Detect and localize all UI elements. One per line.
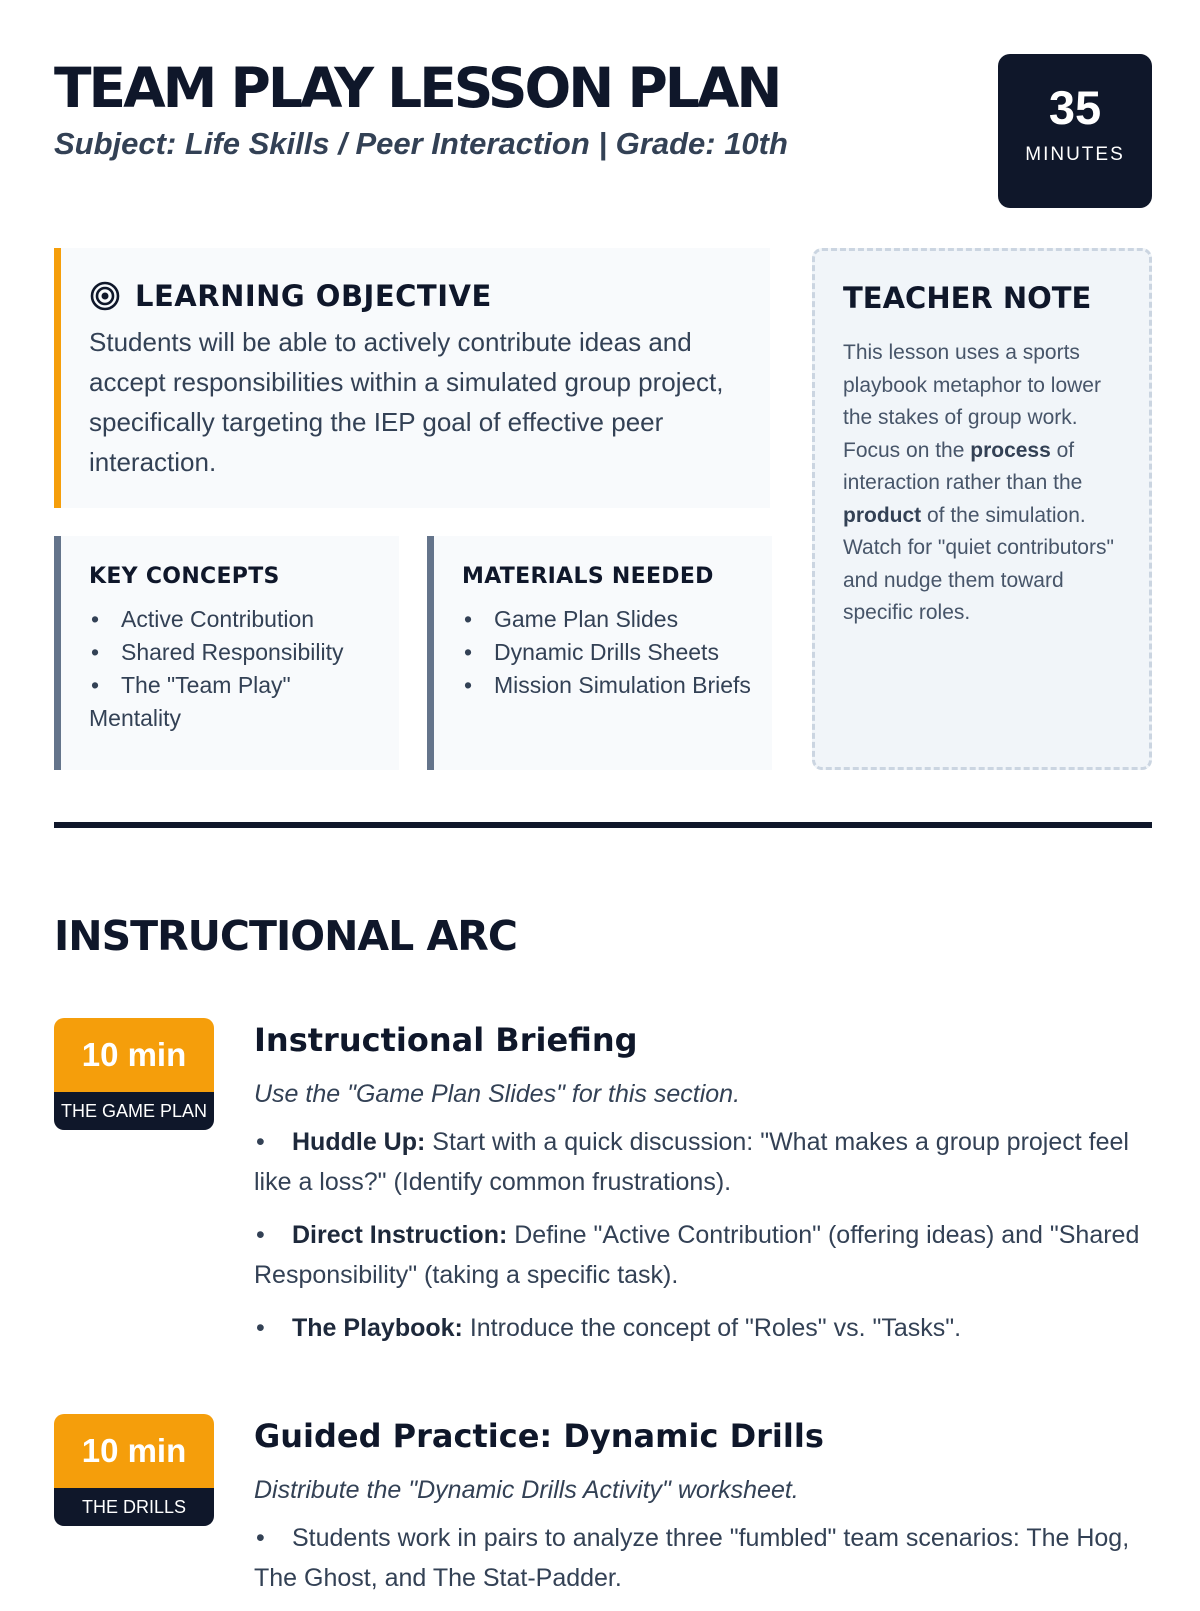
objective-heading: LEARNING OBJECTIVE bbox=[135, 279, 492, 313]
phase-title: Instructional Briefing bbox=[254, 1021, 638, 1059]
phase-intro: Distribute the "Dynamic Drills Activity" worksheet. bbox=[254, 1476, 799, 1504]
phase-intro: Use the "Game Plan Slides" for this section. bbox=[254, 1080, 741, 1108]
bullet-icon: • bbox=[256, 1128, 265, 1156]
target-icon bbox=[89, 280, 121, 312]
bullet-icon: • bbox=[91, 672, 100, 698]
bullet-icon: • bbox=[256, 1314, 265, 1342]
phase-duration: 10 min bbox=[54, 1414, 214, 1488]
phase-bullets bbox=[254, 1518, 1152, 1598]
list-item: • Active Contribution bbox=[89, 603, 379, 636]
duration-unit: MINUTES bbox=[1025, 144, 1125, 165]
materials-heading: MATERIALS NEEDED bbox=[462, 564, 714, 589]
learning-objective-panel bbox=[54, 248, 770, 508]
bullet-icon: • bbox=[91, 639, 100, 665]
list-item: • Huddle Up: Start with a quick discussion: "What makes a group project feel like a loss?" (Identify common frustrations). bbox=[254, 1122, 1152, 1202]
bullet-icon: • bbox=[256, 1221, 265, 1249]
duration-badge bbox=[998, 54, 1152, 208]
list-item: • Shared Responsibility bbox=[89, 636, 379, 669]
phase-time-badge bbox=[54, 1018, 214, 1130]
teacher-note-heading: TEACHER NOTE bbox=[843, 281, 1092, 315]
bullet-icon: • bbox=[464, 639, 473, 665]
phase-content bbox=[254, 1018, 1152, 1361]
phase-content bbox=[254, 1414, 1152, 1611]
list-item: • Direct Instruction: Define "Active Contribution" (offering ideas) and "Shared Responsibility" (taking a specific task). bbox=[254, 1215, 1152, 1295]
list-item: • Students work in pairs to analyze three "fumbled" team scenarios: The Hog, The Ghost, and The Stat-Padder. bbox=[254, 1518, 1152, 1598]
list-item: • Mission Simulation Briefs bbox=[462, 669, 752, 702]
materials-list bbox=[462, 603, 752, 702]
section-divider bbox=[54, 822, 1152, 828]
key-concepts-list bbox=[89, 603, 379, 735]
list-item: • Dynamic Drills Sheets bbox=[462, 636, 752, 669]
phase-title: Guided Practice: Dynamic Drills bbox=[254, 1417, 824, 1455]
materials-card bbox=[427, 536, 772, 770]
emphasis-product: product bbox=[843, 503, 922, 527]
teacher-note-text: This lesson uses a sports playbook metaphor to lower the stakes of group work. Focus on the process of interaction rather than the product of the simulation. Watch for "quiet contributors" and nudge them toward specific roles. bbox=[843, 341, 1114, 624]
list-item: • The Playbook: Introduce the concept of "Roles" vs. "Tasks". bbox=[254, 1308, 1152, 1348]
phase-time-badge bbox=[54, 1414, 214, 1526]
page-title: TEAM PLAY LESSON PLAN bbox=[54, 56, 780, 120]
instructional-arc-title: INSTRUCTIONAL ARC bbox=[54, 912, 517, 960]
bullet-icon: • bbox=[464, 672, 473, 698]
objective-text: Students will be able to actively contribute ideas and accept responsibilities within a simulated group project, specifically targeting the IEP goal of effective peer interaction. bbox=[89, 327, 724, 477]
list-item: • The "Team Play" Mentality bbox=[89, 669, 379, 735]
key-concepts-card bbox=[54, 536, 399, 770]
phase-label: THE GAME PLAN bbox=[54, 1092, 214, 1130]
objective-heading-row bbox=[89, 278, 740, 314]
list-item: • Game Plan Slides bbox=[462, 603, 752, 636]
phase-duration: 10 min bbox=[54, 1018, 214, 1092]
duration-value: 35 bbox=[1048, 81, 1102, 134]
phase-label: THE DRILLS bbox=[54, 1488, 214, 1526]
bullet-icon: • bbox=[464, 606, 473, 632]
key-concepts-heading: KEY CONCEPTS bbox=[89, 564, 280, 589]
emphasis-process: process bbox=[970, 438, 1051, 462]
header bbox=[54, 50, 1152, 210]
phase-bullets bbox=[254, 1122, 1152, 1348]
page-subtitle: Subject: Life Skills / Peer Interaction | Grade: 10th bbox=[54, 126, 788, 161]
teacher-note-panel bbox=[812, 248, 1152, 770]
bullet-icon: • bbox=[256, 1524, 265, 1552]
bullet-icon: • bbox=[91, 606, 100, 632]
